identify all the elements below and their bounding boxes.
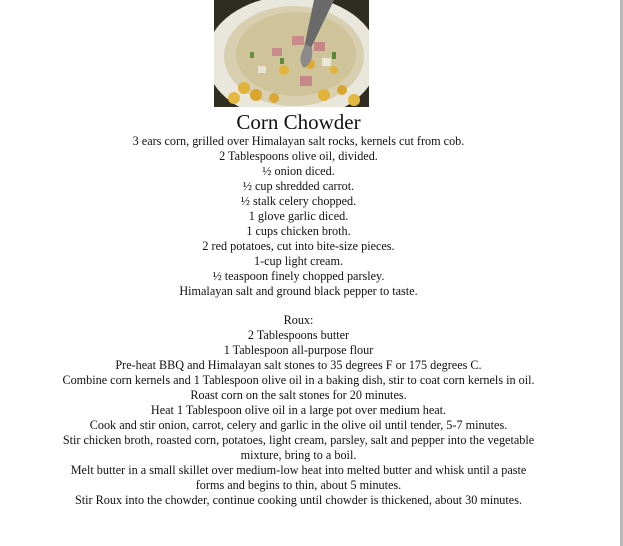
ingredient-item: ½ onion diced.	[262, 164, 335, 178]
recipe-body	[62, 134, 535, 508]
ingredient-item: 2 Tablespoons olive oil, divided.	[219, 149, 378, 163]
ingredient-item: 1 cups chicken broth.	[246, 224, 351, 238]
ingredient-item: ½ cup shredded carrot.	[242, 179, 355, 193]
instruction-step: Cook and stir onion, carrot, celery and garlic in the olive oil until tender, 5-7 minutes.	[89, 418, 508, 432]
ingredient-item: 1 glove garlic diced.	[248, 209, 349, 223]
recipe-title: Corn Chowder	[236, 110, 361, 134]
instruction-step: Stir chicken broth, roasted corn, potatoes, light cream, parsley, salt and pepper into the vegetable mixture, bring to a boil.	[62, 433, 535, 462]
instruction-step: Roast corn on the salt stones for 20 minutes.	[190, 388, 407, 402]
roux-item: 1 Tablespoon all-purpose flour	[223, 343, 374, 357]
chowder-photo	[214, 0, 369, 107]
ingredient-item: 1-cup light cream.	[253, 254, 343, 268]
ingredient-item: Himalayan salt and ground black pepper to taste.	[179, 284, 418, 298]
ingredient-item: 2 red potatoes, cut into bite-size pieces.	[202, 239, 395, 253]
instruction-step: Heat 1 Tablespoon olive oil in a large pot over medium heat.	[150, 403, 447, 417]
ingredient-list	[62, 134, 535, 299]
roux-section	[62, 313, 535, 358]
roux-item: 2 Tablespoons butter	[247, 328, 350, 342]
instruction-list	[62, 358, 535, 508]
section-spacer	[62, 299, 535, 313]
instruction-step: Combine corn kernels and 1 Tablespoon olive oil in a baking dish, stir to coat corn kernels in oil.	[62, 373, 535, 387]
ingredient-item: ½ stalk celery chopped.	[240, 194, 357, 208]
ingredient-item: 3 ears corn, grilled over Himalayan salt rocks, kernels cut from cob.	[132, 134, 465, 148]
instruction-step: Stir Roux into the chowder, continue cooking until chowder is thickened, about 30 minutes.	[75, 493, 522, 507]
roux-heading: Roux:	[283, 313, 314, 327]
ingredient-item: ½ teaspoon finely chopped parsley.	[212, 269, 385, 283]
instruction-step: Pre-heat BBQ and Himalayan salt stones to 35 degrees F or 175 degrees C.	[115, 358, 482, 372]
instruction-step: Melt butter in a small skillet over medium-low heat into melted butter and whisk until a paste forms and begins to thin, about 5 minutes.	[70, 463, 527, 492]
